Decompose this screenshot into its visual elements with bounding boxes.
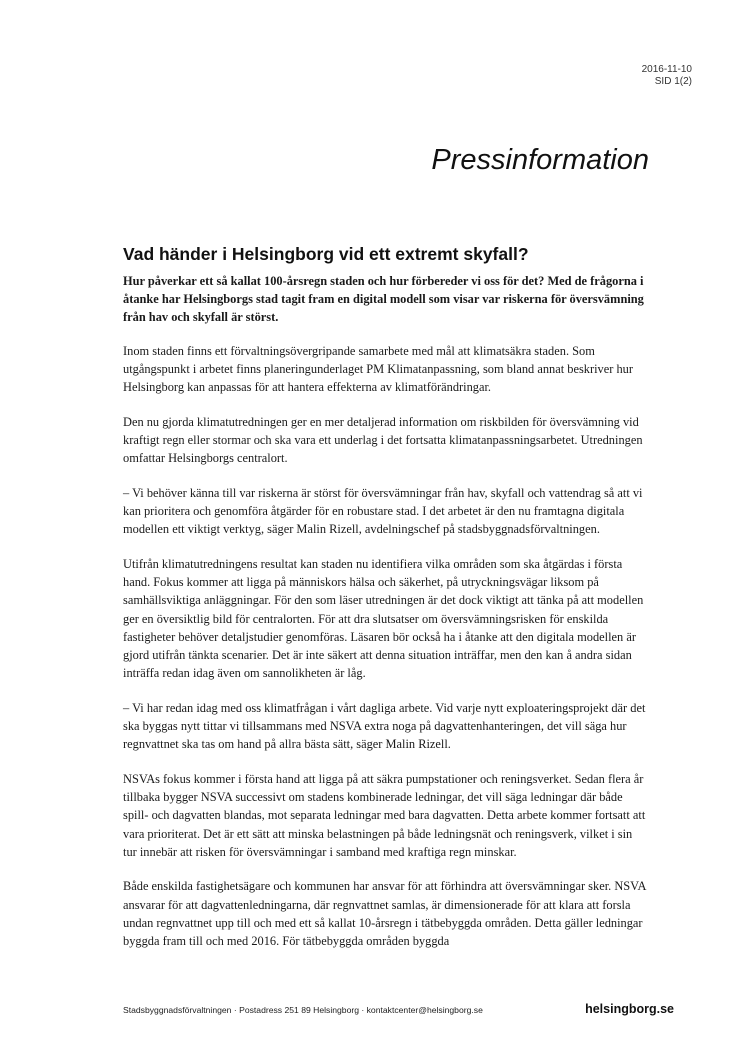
page-meta bbox=[642, 64, 692, 88]
footer-address: Stadsbyggnadsförvaltningen · Postadress 251 89 Helsingborg · kontaktcenter@helsingborg.se bbox=[123, 1005, 483, 1015]
article-paragraph: Utifrån klimatutredningens resultat kan staden nu identifiera vilka områden som ska åtgärdas i första hand. Fokus kommer att ligga på människors hälsa och säkerhet, på utryckningsvägar liksom på samhällsviktiga anläggningar. För den som läser utredningen är det dock viktigt att tänka på att modellen ger en översiktlig bild för centralorten. För att dra slutsatser om översvämningsrisken för enskilda fastigheter behöver detaljstudier genomföras. Läsaren bör också ha i åtanke att den digitala modellen är gjord utifrån tänkta scenarier. Det är inte säkert att denna situation inträffar, men den kan å andra sidan inträffa redan idag även om sannolikheten är låg. bbox=[123, 556, 644, 681]
article-paragraph: Inom staden finns ett förvaltningsövergripande samarbete med mål att klimatsäkra staden. Som utgångspunkt i arbetet finns planeringunderlaget PM Klimatanpassning, som bland annat beskriver hur Helsingborg kan anpassas för att hantera effekterna av klimatförändringar. bbox=[123, 343, 633, 395]
article-headline: Vad händer i Helsingborg vid ett extremt skyfall? bbox=[123, 244, 529, 264]
article-paragraph: Den nu gjorda klimatutredningen ger en mer detaljerad information om riskbilden för översvämning vid kraftigt regn eller stormar och ska vara ett underlag i det fortsatta klimatanpassningsarbetet. Utredningen omfattar Helsingborgs centralort. bbox=[123, 414, 643, 466]
document-type-heading: Pressinformation bbox=[431, 144, 649, 176]
article bbox=[123, 243, 647, 967]
article-lead: Hur påverkar ett så kallat 100-årsregn staden och hur förbereder vi oss för det? Med de frågorna i åtanke har Helsingborgs stad tagit fram en digital modell som visar var riskerna för översvämning från hav och skyfall är störst. bbox=[123, 274, 644, 325]
article-paragraph: NSVAs fokus kommer i första hand att ligga på att säkra pumpstationer och reningsverket. Sedan flera år tillbaka bygger NSVA successivt om stadens kombinerade ledningar, det vill säga ledningar där både spill- och dagvatten blandas, mot separata ledningar med bara dagvatten. Detta arbete kommer fortsatt att vara prioriterat. Det är ett sätt att minska belastningen på både ledningsnät och reningsverk, vilket i sin tur innebär att risken för översvämningar i samband med kraftiga regn minskar. bbox=[123, 771, 646, 859]
article-paragraph: Både enskilda fastighetsägare och kommunen har ansvar för att förhindra att översvämningar sker. NSVA ansvarar för att dagvattenledningarna, där regnvattnet samlas, är dimensionerade för att klara att forsla undan regnvattnet upp till och med ett så kallat 10-årsregn i tätbebyggda områden. Detta gäller ledningar byggda fram till och med 2016. För tätbebyggda områden byggda bbox=[123, 879, 646, 949]
document-date: 2016-11-10 bbox=[641, 64, 692, 75]
footer-website[interactable]: helsingborg.se bbox=[585, 1002, 674, 1016]
article-quote-paragraph: – Vi har redan idag med oss klimatfrågan i vårt dagliga arbete. Vid varje nytt exploateringsprojekt där det ska byggas nytt tittar vi tillsammans med NSVA extra noga på dagvattenhanteringen, det vill säga hur regnvattnet ska tas om hand på allra bästa sätt, säger Malin Rizell. bbox=[123, 700, 646, 752]
page-number: SID 1(2) bbox=[654, 76, 692, 87]
article-quote-paragraph: – Vi behöver känna till var riskerna är störst för översvämningar från hav, skyfall och vattendrag så att vi kan prioritera och genomföra åtgärder för en robustare stad. I det arbetet är den nu framtagna digitala modellen ett viktigt verktyg, säger Malin Rizell, avdelningschef på stadsbyggnadsförvaltningen. bbox=[123, 485, 643, 537]
